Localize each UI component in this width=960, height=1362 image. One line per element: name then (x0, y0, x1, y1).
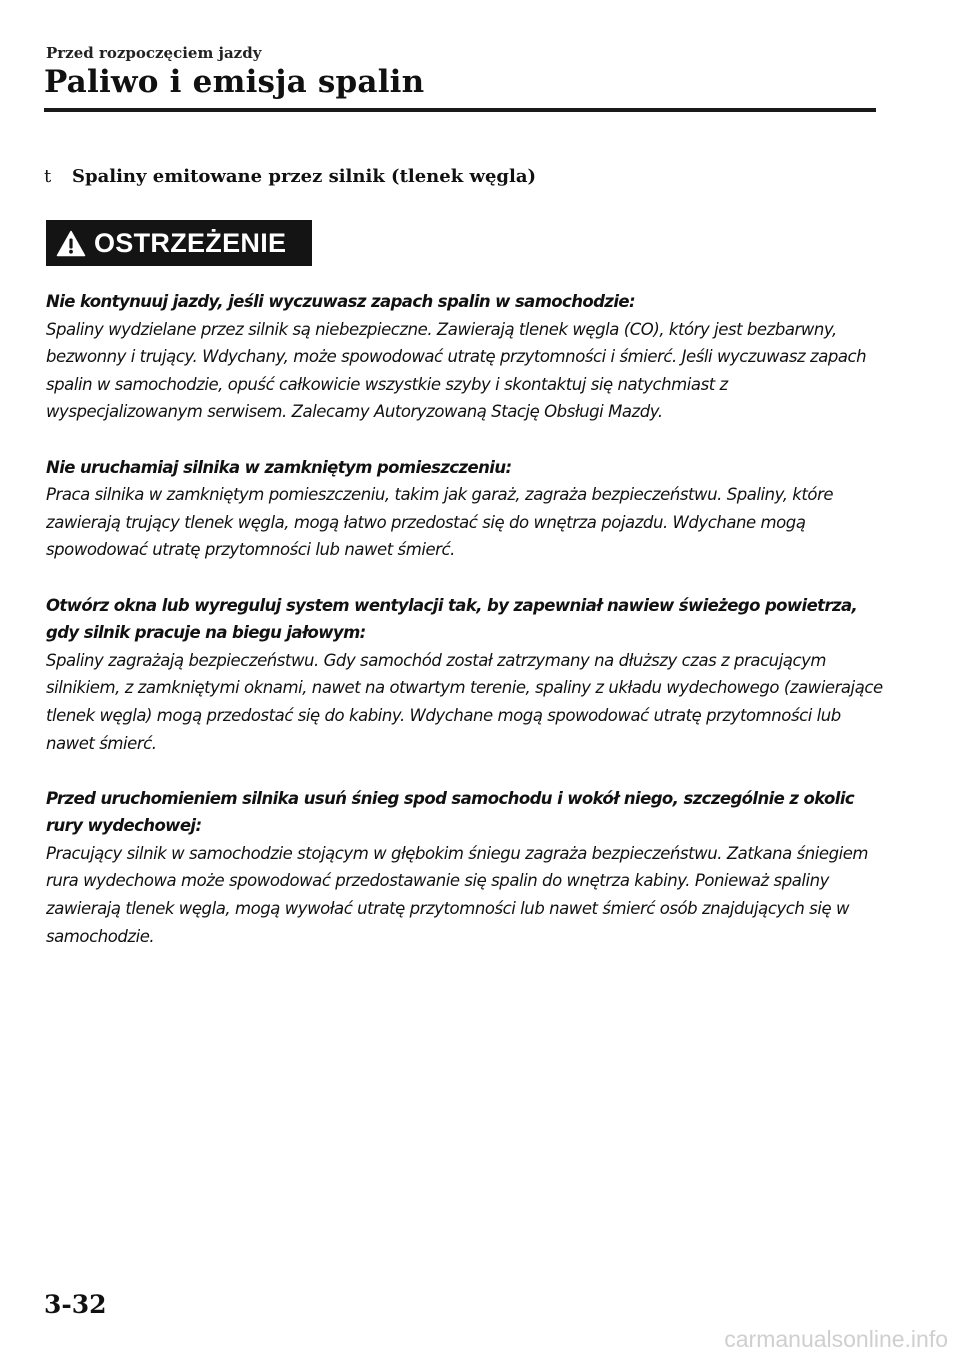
warning-label: OSTRZEŻENIE (94, 227, 287, 258)
warning-item (46, 454, 886, 564)
warning-badge (46, 220, 312, 266)
warning-item-heading: Nie kontynuuj jazdy, jeśli wyczuwasz zapach spalin w samochodzie: (46, 292, 635, 311)
warning-item-text: Praca silnika w zamkniętym pomieszczeniu, takim jak garaż, zagraża bezpieczeństwu. Spaliny, które zawierają trujący tlenek węgla, mogą łatwo przedostać się do wnętrza pojazdu. Wdychane mogą spowodować utratę przytomności lub nawet śmierć. (46, 485, 834, 560)
warning-item-heading: Przed uruchomieniem silnika usuń śnieg spod samochodu i wokół niego, szczególnie z okolic rury wydechowej: (46, 788, 855, 836)
section-heading-text: Spaliny emitowane przez silnik (tlenek węgla) (72, 166, 537, 187)
warning-item-text: Spaliny wydzielane przez silnik są niebezpieczne. Zawierają tlenek węgla (CO), który jest bezbarwny, bezwonny i trujący. Wdychany, może spowodować utratę przytomności i śmierć. Jeśli wyczuwasz zapach spalin w samochodzie, opuść całkowicie wszystkie szyby i skontaktuj się natychmiast z wyspecjalizowanym serwisem. Zalecamy Autoryzowaną Stację Obsługi Mazdy. (46, 319, 867, 422)
section-heading (44, 166, 536, 187)
title-divider (44, 108, 876, 112)
section-bullet-icon: t (44, 166, 52, 187)
warning-item-heading: Otwórz okna lub wyreguluj system wentylacji tak, by zapewniał nawiew świeżego powietrza, gdy silnik pracuje na biegu jałowym: (46, 595, 858, 643)
page-number: 3-32 (44, 1290, 107, 1319)
warning-item-heading: Nie uruchamiaj silnika w zamkniętym pomieszczeniu: (46, 457, 512, 477)
warning-content (46, 288, 886, 978)
warning-item (46, 592, 886, 758)
warning-item (46, 288, 886, 426)
warning-item-text: Pracujący silnik w samochodzie stojącym w głębokim śniegu zagraża bezpieczeństwu. Zatkana śniegiem rura wydechowa może spowodować przedostawanie się spalin do wnętrza kabiny. Ponieważ spaliny zawierają tlenek węgla, mogą wywołać utratę przytomności lub nawet śmierć osób znajdujących się w samochodzie. (46, 843, 869, 946)
page-title: Paliwo i emisja spalin (44, 64, 425, 100)
warning-item (46, 785, 886, 951)
watermark: carmanualsonline.info (724, 1326, 948, 1352)
warning-triangle-icon (56, 230, 86, 257)
warning-item-text: Spaliny zagrażają bezpieczeństwu. Gdy samochód został zatrzymany na dłuższy czas z pracującym silnikiem, z zamkniętymi oknami, nawet na otwartym terenie, spaliny z układu wydechowego (zawierające tlenek węgla) mogą przedostać się do kabiny. Wdychane mogą spowodować utratę przytomności lub nawet śmierć. (46, 650, 883, 753)
chapter-title: Przed rozpoczęciem jazdy (46, 44, 262, 62)
